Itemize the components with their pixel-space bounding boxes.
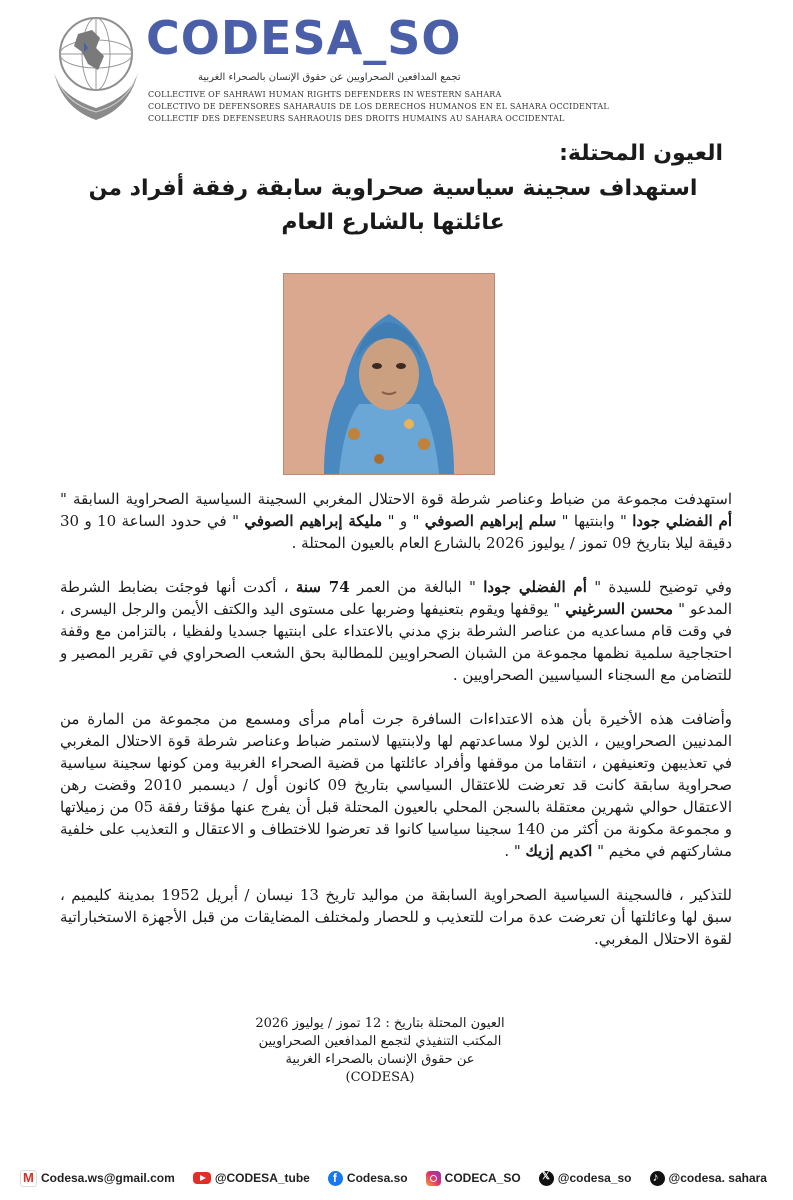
person-name: محسن السرغيني (565, 600, 674, 618)
title-headline: استهداف سجينة سياسية صحراوية سابقة رفقة أفراد من عائلتها بالشارع العام (88, 176, 698, 235)
codesa-logo (48, 8, 609, 136)
article-body (60, 488, 732, 972)
logo-title: CODESA_SO (146, 11, 462, 65)
paragraph-3: وأضافت هذه الأخيرة بأن هذه الاعتداءات السافرة جرت أمام مرأى ومسمع من مجموعة من المارة من المدنيين الصحراويين ، الذين لولا مساعدتهم لها ولابنتيها لاستمر ضباط وعناصر شرطة قوة الاحتلال المغربي في تعذيبهن وتعنيفهن ، انتقاما من موقفها وأفراد عائلتها من قضية الصحراء الغربية ومن كونها سجينة سياسية صحراوية سابقة كانت قد تعرضت للاعتقال السياسي بتاريخ 09 كانون أول / ديسمبر 2010 وقضت رهن الاعتقال حوالي شهرين معتقلة بالسجن المحلي بالعيون المحتلة قبل أن يفرج عنها مؤقتا رفقة 05 من زميلاتها و مجموعة مكونة من أكثر من 140 سجينا سياسيا كانوا قد تعرضوا للاختطاف و الاعتقال و التعذيب على خلفية مشاركتهم في مخيم " اكديم إزيك " . (60, 710, 732, 860)
footer-youtube[interactable]: @CODESA_tube (193, 1171, 310, 1185)
instagram-icon (426, 1171, 441, 1186)
logo-arabic-tagline: تجمع المدافعين الصحراويين عن حقوق الإنسان بالصحراء الغربية (198, 72, 461, 83)
footer-email[interactable]: M Codesa.ws@gmail.com (20, 1170, 175, 1187)
globe-hands-icon (48, 12, 144, 130)
person-name: أم الفضلي جودا (483, 578, 587, 596)
paragraph-4: للتذكير ، فالسجينة السياسية الصحراوية السابقة من مواليد تاريخ 13 نيسان / أبريل 1952 بمدينة كليميم ، سبق لها وعائلتها أن تعرضت عدة مرات للتعذيب و للحصار ولمختلف المضايقات من قبل الأجهزة الاستخباراتية لقوة الاحتلال المغربي. (60, 886, 732, 948)
signature-acronym: (CODESA) (345, 1070, 415, 1085)
age: 74 سنة (295, 578, 350, 596)
youtube-icon (193, 1172, 211, 1184)
logo-tagline-french: COLLECTIF DES DEFENSEURS SAHRAOUIS DES DROITS HUMAINS AU SAHARA OCCIDENTAL (148, 114, 565, 123)
title-location: العيون المحتلة: (559, 141, 723, 166)
signature-block (160, 1015, 600, 1087)
footer-tiktok[interactable]: ♪ @codesa. sahara (650, 1171, 767, 1186)
paragraph-1: استهدفت مجموعة من ضباط وعناصر شرطة قوة الاحتلال المغربي السجينة السياسية الصحراوية السابقة " أم الفضلي جودا " وابنتيها " سلم إبراهيم الصوفي " و " مليكة إبراهيم الصوفي " في حدود الساعة 10 و 30 دقيقة ليلا بتاريخ 09 تموز / يوليوز 2026 بالشارع العام بالعيون المحتلة . (60, 490, 733, 552)
logo-tagline-spanish: COLECTIVO DE DEFENSORES SAHARAUIS DE LOS DERECHOS HUMANOS EN EL SAHARA OCCIDENTAL (148, 102, 609, 111)
logo-tagline-english: COLLECTIVE OF SAHRAWI HUMAN RIGHTS DEFENDERS IN WESTERN SAHARA (148, 90, 502, 99)
article-title (63, 138, 723, 240)
x-icon (539, 1171, 554, 1186)
footer-instagram[interactable]: CODECA_SO (426, 1171, 521, 1186)
signature-date: العيون المحتلة بتاريخ : 12 تموز / يوليوز 2026 (255, 1016, 505, 1031)
person-name: سلم إبراهيم الصوفي (424, 512, 557, 530)
signature-office: المكتب التنفيذي لتجمع المدافعين الصحراويين (258, 1034, 502, 1049)
footer-x[interactable]: 𝕏 @codesa_so (539, 1171, 632, 1186)
gmail-icon (20, 1170, 37, 1187)
person-name: أم الفضلي جودا (632, 512, 733, 530)
paragraph-2: وفي توضيح للسيدة " أم الفضلي جودا " البالغة من العمر 74 سنة ، أكدت أنها فوجئت بضابط الشرطة المدعو " محسن السرغيني " يوقفها ويقوم بتعنيفها وضربها على مستوى اليد والكتف الأيمن والرجل اليسرى ، في وقت قام مساعديه من عناصر الشرطة بزي مدني بالاعتداء على ابنتيها جسديا ولفظيا ، بالتزامن مع وقفة احتجاجية سلمية نظمها مجموعة من الشبان الصحراويين للمطالبة بحق الشعب الصحراوي في تقرير المصير و للتضامن مع السجناء السياسيين الصحراويين . (60, 578, 732, 684)
person-name: مليكة إبراهيم الصوفي (244, 512, 383, 530)
footer-facebook[interactable]: f Codesa.so (328, 1171, 408, 1186)
footer-contacts (0, 1165, 793, 1191)
camp-name: اكديم إزيك (525, 842, 593, 860)
facebook-icon (328, 1171, 343, 1186)
portrait-photo (283, 273, 495, 475)
tiktok-icon (650, 1171, 665, 1186)
signature-org: عن حقوق الإنسان بالصحراء الغربية (285, 1052, 475, 1067)
